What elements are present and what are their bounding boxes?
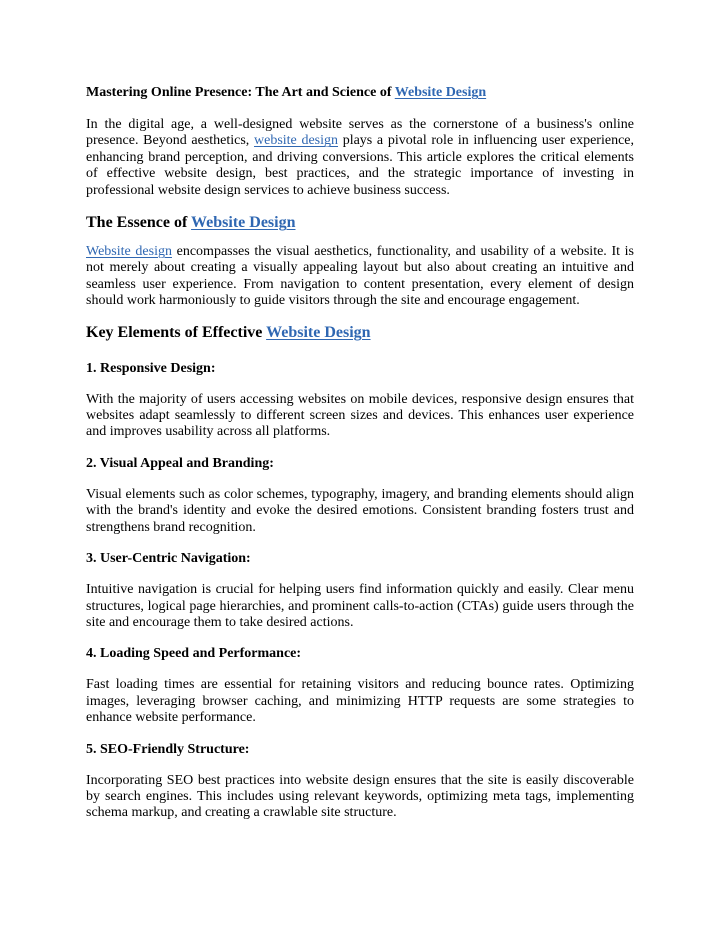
title-website-design-link[interactable]: Website Design	[394, 85, 487, 100]
intro-website-design-link[interactable]: website design	[254, 133, 339, 149]
item-1-text: With the majority of users accessing websites on mobile devices, responsive design ensures that websites adapt seamlessly to different screen sizes and devices. This enhances user experience and improves usability across all platforms.	[86, 391, 634, 440]
essence-paragraph-text: encompasses the visual aesthetics, functionality, and usability of a website. It is not merely about creating a visually appealing layout but also about creating an intuitive and seamless user experience. From navigation to content presentation, every element of design should work harmoniously to guide visitors through the site and encourage engagement.	[86, 244, 634, 309]
item-3-title: 3. User-Centric Navigation:	[86, 551, 251, 567]
document-page	[86, 84, 634, 822]
item-5-title: 5. SEO-Friendly Structure:	[86, 741, 250, 757]
item-1-title: 1. Responsive Design:	[86, 360, 216, 376]
item-2-title: 2. Visual Appeal and Branding:	[86, 455, 274, 471]
item-4-title: 4. Loading Speed and Performance:	[86, 646, 302, 662]
essence-heading	[86, 213, 634, 233]
item-5-text: Incorporating SEO best practices into website design ensures that the site is easily discoverable by search engines. This includes using relevant keywords, optimizing meta tags, implementing schema markup, and creating a crawlable site structure.	[86, 772, 634, 821]
item-3-text: Intuitive navigation is crucial for helping users find information quickly and easily. Clear menu structures, logical page hierarchies, and prominent calls-to-action (CTAs) guide users through the site and encourage them to take desired actions.	[86, 582, 634, 630]
item-2-text: Visual elements such as color schemes, typography, imagery, and branding elements should align with the brand's identity and evoke the desired emotions. Consistent branding fosters trust and strengthens brand recognition.	[86, 486, 634, 535]
intro-paragraph	[86, 117, 634, 199]
essence-paragraph-link[interactable]: Website design	[86, 244, 172, 260]
document-title	[86, 84, 634, 102]
item-4-text: Fast loading times are essential for retaining visitors and reducing bounce rates. Optimizing images, leveraging browser caching, and minimizing HTTP requests are some strategies to enhance website performance.	[86, 677, 634, 726]
document-title-text: Mastering Online Presence: The Art and Science of	[86, 85, 395, 100]
key-elements-heading	[86, 323, 634, 343]
intro-text-after: plays a pivotal role in influencing user experience, enhancing brand perception, and driving conversions. This article explores the critical elements of effective website design, best practices, and the strategic importance of investing in professional website design services to achieve business success.	[86, 133, 634, 198]
essence-heading-link[interactable]: Website Design	[191, 214, 296, 232]
intro-text-before: In the digital age, a well-designed website serves as the cornerstone of a business's online presence. Beyond aesthetics,	[86, 117, 634, 149]
key-elements-heading-link[interactable]: Website Design	[266, 323, 371, 341]
key-elements-heading-text: Key Elements of Effective	[86, 323, 267, 341]
essence-heading-text: The Essence of	[86, 214, 192, 232]
essence-paragraph	[86, 244, 634, 310]
